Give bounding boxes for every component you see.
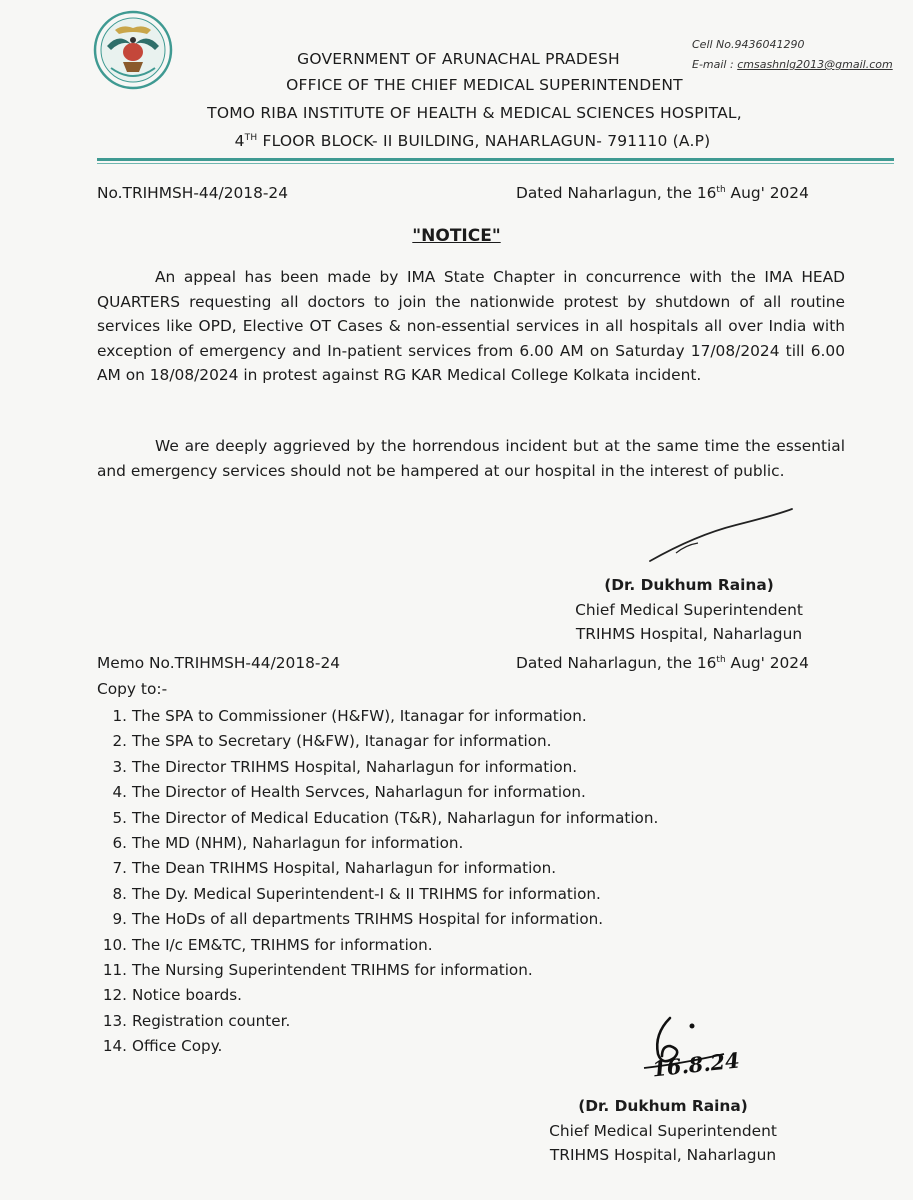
list-item: 5. The Director of Medical Education (T&R), Naharlagun for information. [112,808,659,827]
signatory-name: (Dr. Dukhum Raina) [604,576,774,594]
signatory-org: TRIHMS Hospital, Naharlagun [575,625,803,643]
notice-paragraph-2: We are deeply aggrieved by the horrendous incident but at the same time the essential and emergency services should not be hampered at our hospital in the interest of public. [97,437,845,480]
header-line-institute: TOMO RIBA INSTITUTE OF HEALTH & MEDICAL SCIENCES HOSPITAL, [207,104,742,122]
signature-block-1 [549,573,829,647]
signatory-designation: Chief Medical Superintendent [575,600,803,619]
signature-block-2 [523,1094,803,1168]
contact-email-address: cmsashnlg2013@gmail.com [737,58,893,71]
list-item: 2. The SPA to Secretary (H&FW), Itanagar for information. [112,732,552,751]
copy-list [96,704,658,1059]
list-item: 9. The HoDs of all departments TRIHMS Hospital for information. [112,910,604,929]
list-item: 11. The Nursing Superintendent TRIHMS for information. [102,960,533,979]
copy-to-label: Copy to:- [97,680,168,698]
memo-date: Dated Naharlagun, the 16th Aug' 2024 [516,654,809,672]
list-item: 12. Notice boards. [102,986,242,1005]
list-item: 14. Office Copy. [102,1037,223,1056]
header-line-office: OFFICE OF THE CHIEF MEDICAL SUPERINTENDENT [286,76,683,94]
handwritten-date: 16.8.24 [650,1047,741,1082]
memo-number: Memo No.TRIHMSH-44/2018-24 [97,654,341,672]
signature-scribble [646,505,796,565]
notice-title: "NOTICE" [412,226,501,246]
header-divider [97,158,894,161]
header-divider-thin [97,163,894,164]
list-item: 1. The SPA to Commissioner (H&FW), Itanagar for information. [112,707,587,725]
header-line-address: 4TH FLOOR BLOCK- II BUILDING, NAHARLAGUN- 791110 (A.P) [234,132,711,150]
signatory-name: (Dr. Dukhum Raina) [578,1097,748,1115]
reference-number: No.TRIHMSH-44/2018-24 [97,184,289,202]
list-item: 4. The Director of Health Servces, Naharlagun for information. [112,783,586,802]
notice-paragraph-1: An appeal has been made by IMA State Chapter in concurrence with the IMA HEAD QUARTERS requesting all doctors to join the nationwide protest by shutdown of all routine services like OPD, Elective OT Cases & non-essential services in all hospitals all over India with exception of emergency and In-patient services from 6.00 AM on Saturday 17/08/2024 till 6.00 AM on 18/08/2024 in protest against RG KAR Medical College Kolkata incident. [97,268,845,384]
list-item: 8. The Dy. Medical Superintendent-I & II TRIHMS for information. [112,884,601,903]
list-item: 3. The Director TRIHMS Hospital, Naharlagun for information. [112,757,578,776]
contact-cell: Cell No.9436041290 [692,38,805,51]
reference-date: Dated Naharlagun, the 16th Aug' 2024 [516,184,809,202]
contact-email-label: E-mail : [692,58,734,71]
list-item: 13. Registration counter. [102,1011,291,1030]
list-item: 6. The MD (NHM), Naharlagun for information. [112,833,464,852]
signatory-designation: Chief Medical Superintendent [549,1121,777,1140]
list-item: 10. The I/c EM&TC, TRIHMS for information. [102,935,433,954]
list-item: 7. The Dean TRIHMS Hospital, Naharlagun for information. [112,859,557,878]
header-line-government: GOVERNMENT OF ARUNACHAL PRADESH [297,50,620,68]
signatory-org: TRIHMS Hospital, Naharlagun [549,1146,777,1164]
